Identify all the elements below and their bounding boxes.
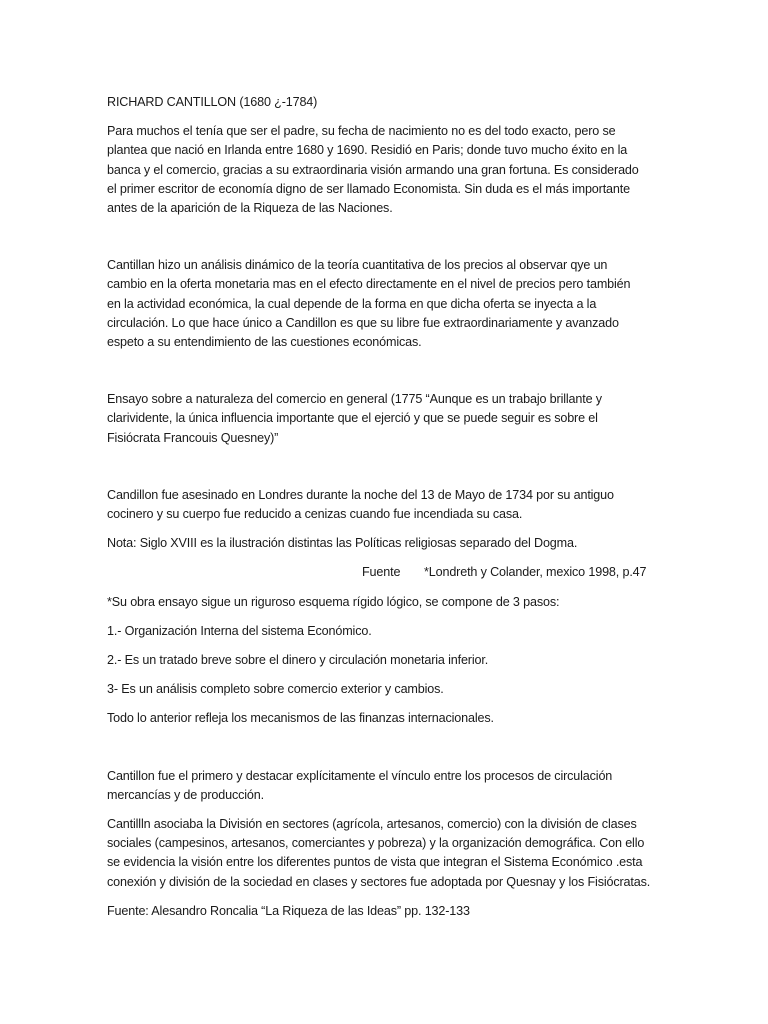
- source-reference: *Londreth y Colander, mexico 1998, p.47: [424, 565, 647, 580]
- text-line: cambio en la oferta monetaria mas en el efecto directamente en el nivel de precios pero también: [107, 277, 631, 292]
- text-line: clarividente, la única influencia importante que el ejerció y que se puede seguir es sobre el: [107, 411, 598, 426]
- paragraph-death: [107, 486, 667, 524]
- text-line: se evidencia la visión entre los diferentes puntos de vista que integran el Sistema Económico .esta: [107, 855, 643, 870]
- paragraph-analysis: [107, 256, 667, 352]
- text-line: el primer escritor de economía digno de ser llamado Economista. Sin duda es el más importante: [107, 181, 630, 196]
- source-label: Fuente: [362, 565, 401, 580]
- text-line: Ensayo sobre a naturaleza del comercio en general (1775 “Aunque es un trabajo brillante y: [107, 392, 602, 407]
- summary-line: Todo lo anterior refleja los mecanismos de las finanzas internacionales.: [107, 711, 494, 726]
- text-line: en la actividad económica, la cual depende de la forma en que dicha oferta se inyecta a la: [107, 296, 597, 311]
- text-line: cocinero y su cuerpo fue reducido a cenizas cuando fue incendiada su casa.: [107, 507, 523, 522]
- text-line: mercancías y de producción.: [107, 787, 264, 802]
- text-line: conexión y división de la sociedad en clases y sectores fue adoptada por Quesnay y los Fisiócratas.: [107, 874, 651, 889]
- document-title: RICHARD CANTILLON (1680 ¿-1784): [107, 95, 318, 109]
- source-line-2: Fuente: Alesandro Roncalia “La Riqueza de las Ideas” pp. 132-133: [107, 903, 470, 918]
- text-line: Cantillln asociaba la División en sectores (agrícola, artesanos, comercio) con la división de clases: [107, 817, 637, 832]
- text-line: Cantillon fue el primero y destacar explícitamente el vínculo entre los procesos de circulación: [107, 768, 613, 783]
- text-line: espeto a su entendimiento de las cuestiones económicas.: [107, 335, 422, 350]
- text-line: Para muchos el tenía que ser el padre, su fecha de nacimiento no es del todo exacto, pero se: [107, 124, 616, 139]
- note-line: Nota: Siglo XVIII es la ilustración distintas las Políticas religiosas separado del Dogma.: [107, 536, 578, 551]
- step-item: 2.- Es un tratado breve sobre el dinero y circulación monetaria inferior.: [107, 653, 489, 668]
- text-line: banca y el comercio, gracias a su extraordinaria visión armando una gran fortuna. Es considerado: [107, 162, 639, 177]
- text-line: circulación. Lo que hace único a Candillon es que su libre fue extraordinariamente y avanzado: [107, 315, 619, 330]
- text-line: Fisiócrata Francouis Quesney)”: [107, 430, 279, 445]
- document-page: [107, 93, 667, 921]
- text-line: antes de la aparición de la Riqueza de las Naciones.: [107, 201, 393, 216]
- text-line: sociales (campesinos, artesanos, comerciantes y pobreza) y la organización demográfica. Con ello: [107, 836, 645, 851]
- paragraph-essay: [107, 390, 667, 448]
- paragraph-circulation: [107, 767, 667, 805]
- work-intro: *Su obra ensayo sigue un riguroso esquema rígido lógico, se compone de 3 pasos:: [107, 594, 560, 609]
- step-item: 3- Es un análisis completo sobre comercio exterior y cambios.: [107, 682, 444, 697]
- text-line: Candillon fue asesinado en Londres durante la noche del 13 de Mayo de 1734 por su antiguo: [107, 487, 614, 502]
- step-item: 1.- Organización Interna del sistema Económico.: [107, 623, 372, 638]
- paragraph-division: [107, 815, 667, 892]
- text-line: Cantillan hizo un análisis dinámico de la teoría cuantitativa de los precios al observar qye un: [107, 258, 608, 273]
- text-line: plantea que nació en Irlanda entre 1680 y 1690. Residió en Paris; donde tuvo mucho éxito en la: [107, 143, 628, 158]
- paragraph-intro: [107, 122, 667, 218]
- source-line-1: [107, 563, 667, 582]
